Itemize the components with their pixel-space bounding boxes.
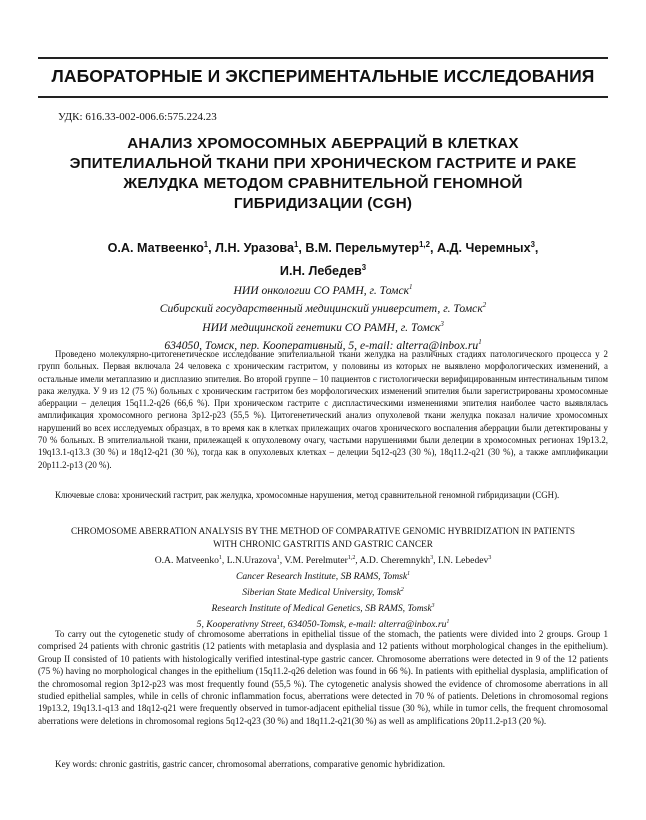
ru-affiliation-line: 634050, Томск, пер. Кооперативный, 5, e-mail: $alterra@inbox.ru^1$	[164, 338, 482, 352]
en-affiliation-line: Cancer Research Institute, SB RAMS, Tomsk$^1$	[235, 570, 411, 583]
en-affiliation-line: 5, Kooperativny Street, 634050-Tomsk, e-mail: $alterra@inbox.ru^1$	[196, 618, 450, 630]
en-author-name: L.N.Urazova	[226, 555, 277, 567]
udc-code: УДК: 616.33-002-006.6:575.224.23	[58, 111, 217, 123]
ru-author-name: Л.Н. Уразова	[215, 241, 294, 256]
en-author-affil-mark: 3	[488, 555, 492, 561]
ru-author-affil-mark: 1	[203, 240, 209, 249]
affiliations-ru	[60, 280, 586, 353]
en-affiliation-line: Research Institute of Medical Genetics, SB RAMS, Tomsk$^3$	[211, 602, 435, 614]
en-affiliation-line: Siberian State Medical University, Tomsk$^2$	[242, 586, 404, 598]
ru-author-name: И.Н. Лебедев	[279, 264, 362, 279]
en-author-name: A.D. Cheremnykh	[359, 555, 431, 567]
authors-ru: О.А. Матвеенко$^1$, Л.Н. Уразова$^1$, В.М. Перельмутер$^{1,2}$, А.Д. Черемных$^3$, И.Н. Лебедев$^3$	[107, 240, 539, 279]
en-author-affil-mark: 1,2	[347, 555, 356, 561]
en-author-affil-mark: 3	[430, 555, 434, 561]
top-rule	[38, 57, 608, 59]
en-author-name: O.A. Matveenko	[154, 555, 219, 567]
ru-affiliation-line: НИИ медицинской генетики СО РАМН, г. Томск$^3$	[202, 319, 444, 334]
ru-affiliation-line: НИИ онкологии СО РАМН, г. Томск$^1$	[233, 283, 413, 297]
en-author-name: I.N. Lebedev	[437, 555, 489, 567]
ru-author-name: В.М. Перельмутер	[305, 241, 420, 256]
english-header	[70, 552, 576, 631]
article-title-en: CHROMOSOME ABERRATION ANALYSIS BY THE METHOD OF COMPARATIVE GENOMIC HYBRIDIZATION IN PATIENTS WITH CHRONIC GASTRITIS AND GASTRIC CANCER	[71, 526, 575, 549]
heading-rule	[38, 96, 608, 98]
en-author-affil-mark: 1	[276, 555, 280, 561]
abstract-en: To carry out the cytogenetic study of chromosome aberrations in epithelial tissue of the stomach, the patients were divided into 2 groups. Group 1 comprised 24 patients with chronic gastritis (12 patients with metaplasia and dysplasia and 12 patients without morphological changes in the epithelium). Group II consisted of 10 patients with histologically verified intestinal-type gastric cancer. Chromosome aberrations were detected in 9 of the 12 patients (75 %) having no morphological changes in the epithelium (15q11.2-q26 deletion was found in 66 %). In patients with epithelial dysplasia, amplification of the chromosomal region 3p12-p23 was most frequently found (55,5 %). The cytogenetic analysis showed the evidence of chromosome aberrations in all studied epithelial samples, while in cells of chronic inflammation focus, aberrations were detected in 70 % of patients. Deletions in chromosomal regions 19p13.2, 19q13.1-q13 and 18q12-q21 were frequently observed in tumor-adjacent epithelial tissue (30 %), while in tumor cells, the frequent chromosomal aberrations were deletions in chromosomal regions 5q12-q23 (30 %) and 18q11.2-q21(30 %) as well as amplifications 20p11.2-p13 (20 %).	[38, 629, 608, 726]
abstract-ru: Проведено молекулярно-цитогенетическое исследование эпителиальной ткани желудка на различных стадиях патологического процесса у 2 групп больных. Первая включала 24 человека с хроническим гастритом, у половины из которых не выявлено морфологических изменений, а остальные имели метаплазию и дисплазию эпителия. Во второй группе – 10 пациентов с гистологически верифицированным интестинальным типом рака желудка. У 9 из 12 (75 %) больных с хроническим гастритом без морфологических изменений эпителия были зарегистрированы хромосомные аберрации – делеция 15q11.2-q26 (66,6 %). При хроническом гастрите с диспластическими изменениями эпителия наиболее часто выявлялась амплификация хромосомного региона 3p12-p23 (55,5 %). Цитогенетический анализ опухолевой ткани желудка показал наличие хромосомных нарушений во всех исследуемых образцах, в то время как в клетках прилежащих очагов хронического воспаления аберрации были детектированы у 70 % больных. В эпителиальной ткани, прилежащей к опухолевому очагу, частыми нарушениями были делеции в хромосомных регионах 19p13.2, 19q13.1-q13.3 (30 %) и 18q12-q21 (30 %), тогда как в опухолевых клетках – делеции 5q12-q23 (30 %), 18q11.2-q21 (30 %), а также амплификации 20p11.2-p13 (20 %).	[38, 349, 608, 470]
section-heading: ЛАБОРАТОРНЫЕ И ЭКСПЕРИМЕНТАЛЬНЫЕ ИССЛЕДОВАНИЯ	[51, 66, 595, 86]
ru-author-affil-mark: 1,2	[419, 240, 430, 249]
en-author-name: V.M. Perelmuter	[284, 555, 348, 567]
ru-author-name: А.Д. Черемных	[436, 241, 531, 256]
ru-affiliation-line: Сибирский государственный медицинский университет, г. Томск$^2$	[159, 301, 487, 316]
authors-en: O.A. Matveenko$^1$, L.N.Urazova$^1$, V.M. Perelmuter$^{1,2}$, A.D. Cheremnykh$^3$, I.N. Lebedev$^3$	[154, 555, 492, 567]
ru-author-affil-mark: 3	[530, 240, 535, 249]
ru-author-name: О.А. Матвеенко	[107, 241, 204, 256]
affiliations-en	[70, 568, 576, 632]
keywords-ru: Ключевые слова: хронический гастрит, рак желудка, хромосомные нарушения, метод сравнительной геномной гибридизации (CGH).	[55, 490, 560, 500]
article-title-ru: АНАЛИЗ ХРОМОСОМНЫХ АБЕРРАЦИЙ В КЛЕТКАХ ЭПИТЕЛИАЛЬНОЙ ТКАНИ ПРИ ХРОНИЧЕСКОМ ГАСТРИТЕ И РАКЕ ЖЕЛУДКА МЕТОДОМ СРАВНИТЕЛЬНОЙ ГЕНОМНОЙ ГИБРИДИЗАЦИИ (CGH)	[69, 135, 577, 212]
ru-author-affil-mark: 3	[361, 263, 367, 273]
en-author-affil-mark: 1	[218, 555, 222, 561]
keywords-en: Key words: chronic gastritis, gastric cancer, chromosomal aberrations, comparative genomic hybridization.	[55, 759, 446, 769]
ru-author-affil-mark: 1	[294, 240, 299, 249]
